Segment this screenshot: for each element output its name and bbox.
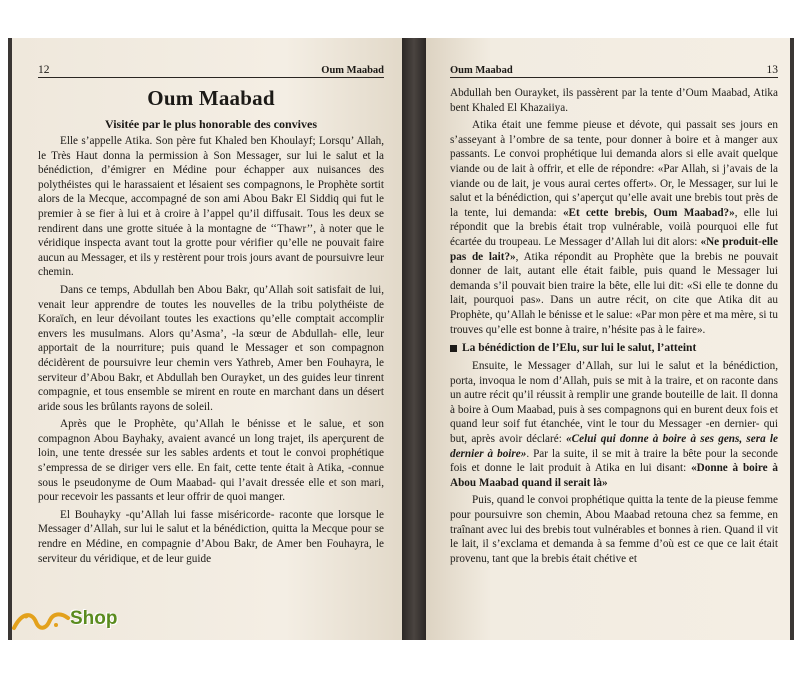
swirl-icon — [12, 608, 72, 634]
text-run: , elle lui répondit que la brebis était trop vulnérable, voilà pourquoi elle fut écartée du troupeau. Le Messager d’Allah lui dit alors: — [450, 206, 778, 248]
paragraph — [450, 118, 778, 337]
left-running-head — [38, 64, 384, 78]
paragraph: Puis, quand le convoi prophétique quitta la tente de la pieuse femme pour poursuivre son chemin, Abou Maabad retouna chez sa femme, en traînant avec lui des brebis tout vulnérables et bonnes à rien. Quand il vit le lait, il s’exclama et demanda à sa femme d’où est ce que ce lait était provenu, tant que la brebis était chétive et — [450, 494, 778, 565]
bullet-square-icon — [450, 345, 457, 352]
logo-text: Shop — [70, 608, 118, 629]
left-page — [12, 38, 402, 640]
running-title: Oum Maabad — [450, 65, 513, 76]
text-run: , Atika répondit au Prophète que la brebis ne pouvait donner de lait, autant elle était faible, puis quand le Messager lui demanda s’il pouvait bien traire la bête, elle lui dit: «Si elle te donne du lait, pourquoi pas». Dans un autre récit, on cite que Atika dit au Prophète, qu’Allah le bénisse et le salue: «Par mon père et ma mère, si tu trouves qu’elle est bonne à traire, n’hésite pas à le faire». — [450, 250, 778, 336]
text-run: Ensuite, le Messager d’Allah, sur lui le salut et la bénédiction, porta, invoqua le nom d’Allah, puis se mit à la traire, et on raconte dans un autre récit qu’il réussit à remplir une grande bouteille de lait. Il donna à boire à Oum Maabad, puis à ses compagnons qui en burent deux fois et quand leur soif fut étanchée, vint le tour du Messager -en dernier- qui but, après avoir déclaré: — [450, 360, 778, 446]
running-title: Oum Maabad — [321, 65, 384, 76]
page-number: 13 — [766, 64, 778, 76]
paragraph — [450, 359, 778, 490]
text-run: Atika était une femme pieuse et dévote, qui passait ses jours en s’asseyant à l’ombre de sa tente, pour donner à boire et à manger aux passants. Le convoi prophétique lui demanda alors si elle avait quelque viande ou de lait à offrir, et elle de répondre: «Par Allah, si j’avais de la viande ou de lait, je vous aurai certes offert». Or, le Messager, sur lui le salut et la bénédiction, qui s’aperçut qu’elle avait une brebis tout près de la tente, lui demanda: — [450, 119, 778, 219]
text-run: . Par la suite, il se mit à traire la bête pour la seconde fois et donne le lait produit à Atika en lui disant: — [450, 447, 778, 475]
paragraph: El Bouhayky -qu’Allah lui fasse miséricorde- raconte que lorsque le Messager d’Allah, sur lui le salut et la bénédiction, quitta la Mecque pour se rendre en Médine, en compagnie d’Abou Bakr, de Amer ben Fouhayra, le serviteur du véridique, et de leur guide — [38, 508, 384, 565]
chapter-subtitle: Visitée par le plus honorable des convives — [104, 117, 317, 131]
quote-bold-italic: «Celui qui donne à boire à ses gens, sera le dernier à boire» — [450, 433, 778, 460]
book-spine — [402, 38, 426, 640]
section-heading — [450, 342, 778, 354]
right-running-head — [450, 64, 778, 78]
section-heading-text: La bénédiction de l’Elu, sur lui le salut, l’atteint — [462, 342, 697, 355]
right-page — [426, 38, 790, 640]
chapter-title: Oum Maabad — [147, 86, 275, 110]
paragraph: Dans ce temps, Abdullah ben Abou Bakr, qu’Allah soit satisfait de lui, venait leur apprendre de toutes les nouvelles de la tribu polythéiste de Koraïch, en leur dévoilant toutes les exactions qu’elle comptait accomplir envers les musulmans. Alors qu’Asma’, -la sœur de Abdullah- elle, leur apportait de la nourriture; puis quand le Messager et son compagnon décidèrent de poursuivre leur chemin vers Yathreb, Amer ben Fouhayra, le serviteur d’Abou Bakr, et Abdullah ben Ourayket, un des guides leur tinrent compagnie, et tous ensemble se mirent en route en marchant dans un désert aride sous les brûlants rayons de soleil. — [38, 283, 384, 413]
open-book — [8, 38, 794, 640]
quote-bold: «Et cette brebis, Oum Maabad?» — [562, 206, 735, 219]
page-number: 12 — [38, 64, 50, 76]
quote-bold: «Ne produit-elle pas de lait?» — [450, 235, 779, 263]
paragraph: Après que le Prophète, qu’Allah le bénisse et le salue, et son compagnon Abou Bayhaky, avaient avancé un long trajet, ils aperçurent de loin, une tente dressée sur les sables ardents et tout le convoi prophétique s’empressa de se diriger vers elle. En fait, cette tente était à Atika, -connue sous le pseudonyme de Oum Maabad- qui l’avait dressée elle et son mari, pour recevoir les passants et leur offrir de quoi manger. — [38, 418, 384, 504]
shop-logo — [12, 604, 142, 636]
paragraph: Elle s’appelle Atika. Son père fut Khaled ben Khoulayf; Lorsqu’ Allah, le Très Haut donna la permission à Son Messager, sur lui le salut et la bénédiction, d’émigrer en Médine pour échapper aux nuisances des polythéistes qui le harassaient et lésaient ses compagnons, le Prophète sortit alors de la Mecque, accompagné de son ami Abou Bakr El Siddiq qui fut le premier à se fier à lui et à croire à l’appel qu’il diffusait. Tous les deux se rendirent dans une grotte située à la montagne de ‘‘Thawr’’, à noter que le véridique inspecta avant tout la grotte pour vérifier qu’elle ne pouvait faire aucun au Messager, et ils y restèrent pour trois jours avant de poursuivre leur chemin. — [38, 135, 384, 279]
paragraph: Abdullah ben Ourayket, ils passèrent par la tente d’Oum Maabad, Atika bent Khaled El Khazaiiya. — [450, 87, 778, 114]
quote-bold: «Donne à boire à Abou Maabad quand il serait là» — [450, 462, 778, 489]
